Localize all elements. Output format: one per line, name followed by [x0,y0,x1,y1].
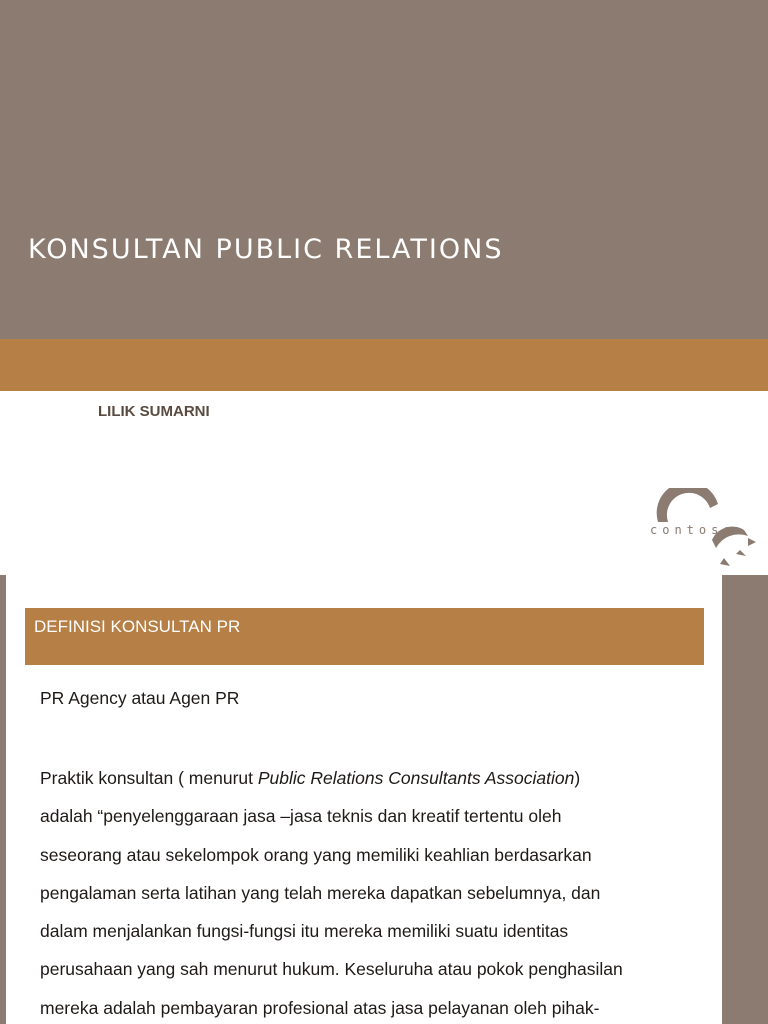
author-name: LILIK SUMARNI [98,403,210,420]
paragraph-line-text: Praktik konsultan ( menurut [40,768,258,788]
paragraph-line: adalah “penyelenggaraan jasa –jasa teknis dan kreatif tertentu oleh [40,806,562,827]
left-border-bar [0,575,6,1024]
association-name: Public Relations Consultants Association [257,768,575,788]
slide-heading: DEFINISI KONSULTAN PR [34,617,241,636]
slide-definition [0,575,768,1024]
slide-title-text: KONSULTAN PUBLIC RELATIONS [28,234,504,265]
paragraph-line-text: ) [574,768,581,788]
accent-band [0,339,768,391]
paragraph-line [40,759,710,797]
paragraph-line: perusahaan yang sah menurut hukum. Keseluruha atau pokok penghasilan [40,959,623,980]
paragraph-line: dalam menjalankan fungsi-fungsi itu mereka memiliki suatu identitas [40,921,569,942]
paragraph-line: mereka adalah pembayaran profesional atas jasa pelayanan oleh pihak- [40,997,600,1018]
contoso-logo [644,488,762,570]
right-border-bar [722,575,768,1024]
heading-box [25,608,704,665]
paragraph-line: seseorang atau sekelompok orang yang memiliki keahlian berdasarkan [40,844,592,865]
title-header-band [0,0,768,339]
body-line-intro: PR Agency atau Agen PR [40,688,240,708]
paragraph-line: pengalaman serta latihan yang telah mereka dapatkan sebelumnya, dan [40,882,601,903]
body-paragraph [40,759,710,1024]
slide-body [40,683,710,1024]
logo-wordmark: contoso [650,523,736,537]
